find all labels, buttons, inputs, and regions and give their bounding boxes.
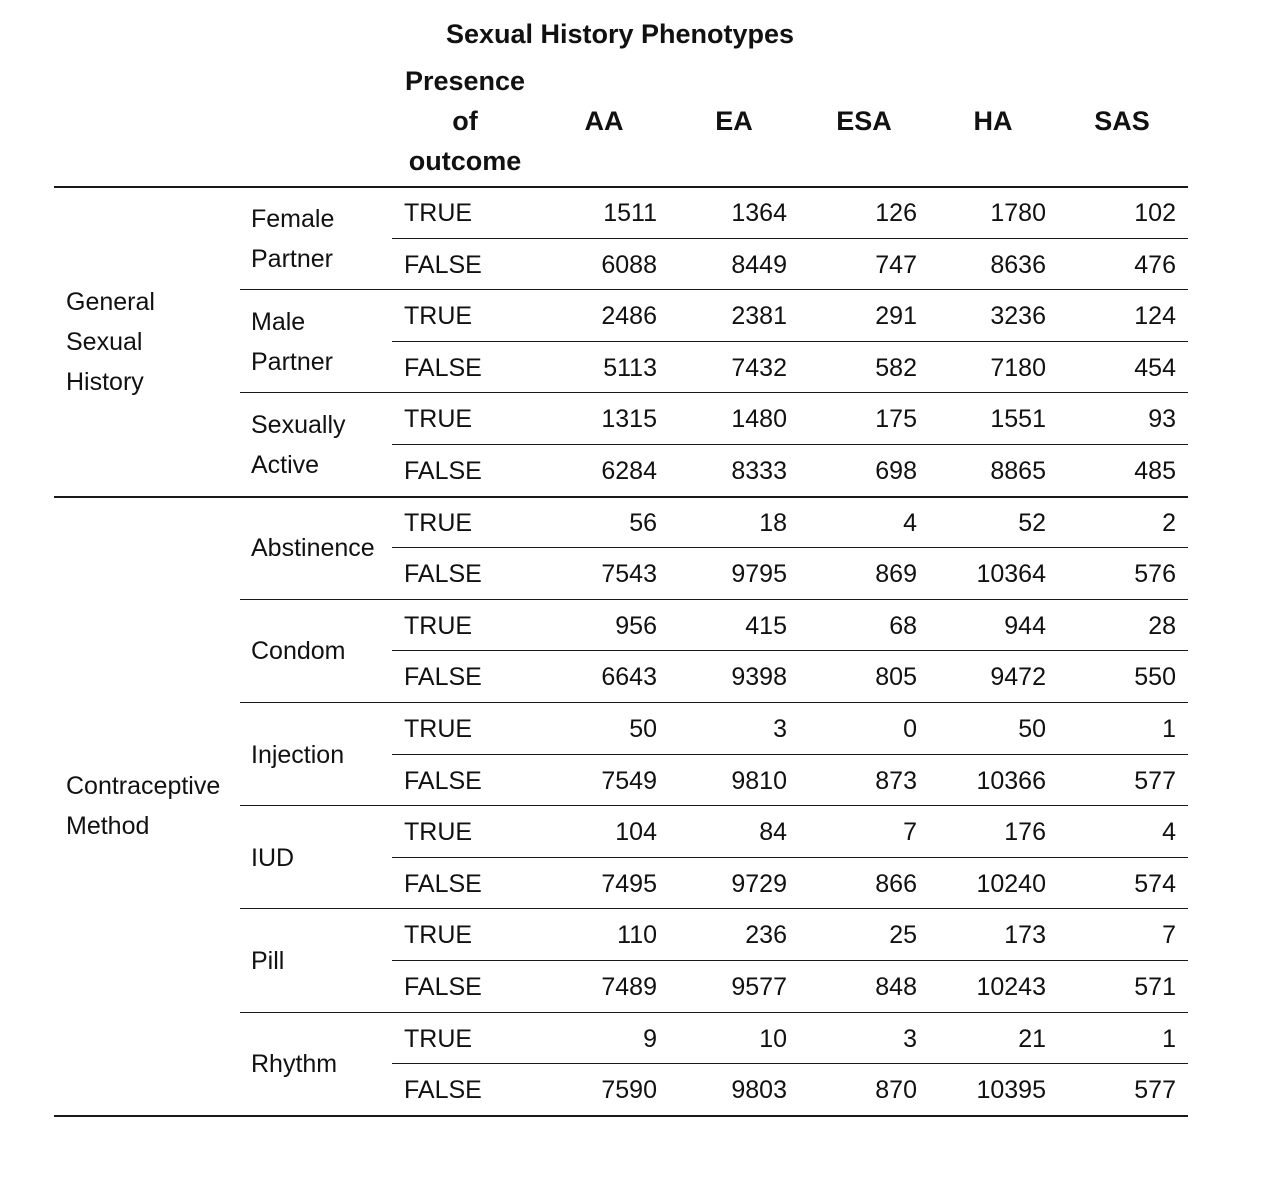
value-cell-ea: 9803 bbox=[731, 1076, 787, 1105]
value-cell-sas: 4 bbox=[1162, 818, 1176, 847]
value-cell-aa: 7495 bbox=[601, 869, 657, 898]
header-ea: EA bbox=[715, 106, 753, 136]
value-cell-ha: 944 bbox=[1004, 611, 1046, 640]
item-label-line: Abstinence bbox=[251, 534, 375, 563]
item-label-line: Active bbox=[251, 451, 320, 479]
outcome-cell: TRUE bbox=[404, 508, 473, 537]
item-label bbox=[251, 528, 375, 568]
value-cell-ea: 8333 bbox=[731, 457, 787, 485]
value-cell-ha: 10395 bbox=[976, 1076, 1046, 1105]
item-label-line: Partner bbox=[251, 347, 333, 376]
item-label bbox=[251, 631, 346, 671]
outcome-cell: FALSE bbox=[404, 457, 482, 485]
value-cell-ea: 9795 bbox=[731, 560, 787, 589]
value-cell-aa: 7489 bbox=[601, 973, 657, 1001]
value-cell-ha: 1551 bbox=[990, 405, 1046, 434]
value-cell-esa: 805 bbox=[875, 663, 917, 692]
value-cell-esa: 873 bbox=[875, 766, 917, 795]
header-outcome-line: Presence bbox=[404, 66, 526, 96]
value-cell-esa: 848 bbox=[875, 973, 917, 1001]
outcome-cell: FALSE bbox=[404, 353, 482, 382]
value-cell-aa: 5113 bbox=[603, 353, 657, 382]
value-cell-ea: 1480 bbox=[731, 405, 787, 434]
outcome-cell: TRUE bbox=[404, 405, 473, 434]
value-cell-ha: 52 bbox=[1018, 508, 1046, 537]
value-cell-aa: 7543 bbox=[601, 560, 657, 589]
table-title: Sexual History Phenotypes bbox=[445, 19, 795, 49]
value-cell-ea: 84 bbox=[759, 818, 787, 847]
value-cell-sas: 2 bbox=[1162, 508, 1176, 537]
outcome-cell: TRUE bbox=[404, 302, 473, 331]
value-cell-ha: 8636 bbox=[990, 250, 1046, 279]
item-label-line: Pill bbox=[251, 947, 285, 975]
value-cell-ea: 9577 bbox=[731, 973, 787, 1001]
item-label bbox=[251, 941, 284, 981]
value-cell-aa: 6284 bbox=[601, 457, 657, 485]
value-cell-ha: 50 bbox=[1018, 715, 1046, 743]
value-cell-sas: 577 bbox=[1134, 1076, 1176, 1105]
value-cell-ea: 236 bbox=[745, 921, 787, 950]
value-cell-sas: 124 bbox=[1134, 302, 1176, 331]
value-cell-sas: 550 bbox=[1134, 663, 1176, 692]
value-cell-esa: 126 bbox=[875, 199, 917, 227]
value-cell-esa: 698 bbox=[875, 457, 917, 485]
header-aa: AA bbox=[584, 106, 624, 136]
value-cell-esa: 291 bbox=[875, 302, 917, 331]
item-label-line: Female bbox=[251, 204, 335, 233]
item-label-line: Injection bbox=[251, 740, 345, 769]
header-sas: SAS bbox=[1094, 106, 1150, 136]
value-cell-sas: 1 bbox=[1162, 715, 1176, 743]
value-cell-ea: 3 bbox=[773, 715, 787, 743]
value-cell-ha: 9472 bbox=[990, 663, 1046, 692]
value-cell-ha: 7180 bbox=[990, 353, 1046, 382]
value-cell-aa: 7590 bbox=[601, 1076, 657, 1105]
group-label-line: Method bbox=[66, 812, 150, 841]
group-label-line: History bbox=[66, 367, 144, 396]
outcome-cell: FALSE bbox=[404, 973, 482, 1001]
value-cell-ha: 10366 bbox=[976, 766, 1046, 795]
value-cell-sas: 485 bbox=[1134, 457, 1176, 485]
outcome-cell: FALSE bbox=[404, 250, 482, 279]
value-cell-ha: 3236 bbox=[990, 302, 1046, 331]
value-cell-ea: 9398 bbox=[731, 663, 787, 692]
item-label bbox=[251, 1044, 337, 1084]
value-cell-esa: 68 bbox=[889, 611, 917, 640]
value-cell-esa: 582 bbox=[875, 353, 917, 382]
item-label bbox=[251, 302, 333, 382]
header-esa: ESA bbox=[836, 106, 892, 136]
value-cell-ea: 9729 bbox=[731, 869, 787, 898]
item-label-line: Partner bbox=[251, 244, 333, 273]
value-cell-ha: 10243 bbox=[976, 973, 1046, 1001]
value-cell-sas: 576 bbox=[1134, 560, 1176, 589]
value-cell-sas: 571 bbox=[1134, 973, 1176, 1001]
value-cell-aa: 1511 bbox=[603, 199, 657, 227]
value-cell-ha: 10240 bbox=[976, 869, 1046, 898]
item-label bbox=[251, 735, 344, 775]
value-cell-aa: 9 bbox=[643, 1024, 657, 1053]
value-cell-ea: 415 bbox=[745, 611, 787, 640]
value-cell-ha: 21 bbox=[1018, 1024, 1046, 1053]
value-cell-esa: 7 bbox=[903, 818, 917, 847]
value-cell-sas: 28 bbox=[1148, 611, 1176, 640]
outcome-cell: FALSE bbox=[404, 663, 482, 692]
value-cell-esa: 175 bbox=[875, 405, 917, 434]
value-cell-aa: 6643 bbox=[601, 663, 657, 692]
value-cell-esa: 4 bbox=[903, 508, 917, 537]
value-cell-ha: 8865 bbox=[990, 457, 1046, 485]
outcome-cell: FALSE bbox=[404, 1076, 482, 1105]
value-cell-ea: 9810 bbox=[731, 766, 787, 795]
item-label-line: Rhythm bbox=[251, 1050, 338, 1079]
group-label-line: General bbox=[66, 287, 155, 316]
group-divider bbox=[54, 1115, 1188, 1117]
value-cell-sas: 476 bbox=[1134, 250, 1176, 279]
outcome-cell: TRUE bbox=[404, 818, 473, 847]
item-label bbox=[251, 838, 294, 878]
item-label-line: Male bbox=[251, 307, 306, 336]
value-cell-ha: 1780 bbox=[990, 199, 1046, 227]
outcome-cell: FALSE bbox=[404, 560, 482, 589]
value-cell-ea: 18 bbox=[759, 508, 787, 537]
header-outcome bbox=[395, 61, 535, 181]
value-cell-sas: 7 bbox=[1162, 921, 1176, 950]
group-label bbox=[66, 282, 155, 402]
value-cell-aa: 56 bbox=[629, 508, 657, 537]
header-outcome-line: outcome bbox=[408, 146, 522, 176]
value-cell-ea: 8449 bbox=[731, 250, 787, 279]
value-cell-aa: 50 bbox=[629, 715, 657, 743]
group-label-line: Sexual bbox=[66, 327, 143, 356]
header-ha: HA bbox=[973, 106, 1013, 136]
value-cell-sas: 574 bbox=[1134, 869, 1176, 898]
value-cell-ea: 2381 bbox=[731, 302, 787, 331]
value-cell-ea: 10 bbox=[759, 1024, 787, 1053]
value-cell-aa: 104 bbox=[615, 818, 657, 847]
value-cell-aa: 110 bbox=[617, 921, 657, 950]
value-cell-esa: 870 bbox=[875, 1076, 917, 1105]
outcome-cell: FALSE bbox=[404, 766, 482, 795]
group-label-line: Contraceptive bbox=[66, 772, 221, 801]
item-label-line: IUD bbox=[251, 843, 295, 872]
outcome-cell: TRUE bbox=[404, 611, 473, 640]
value-cell-esa: 866 bbox=[875, 869, 917, 898]
outcome-cell: TRUE bbox=[404, 921, 473, 950]
value-cell-aa: 7549 bbox=[601, 766, 657, 795]
value-cell-esa: 747 bbox=[875, 250, 917, 279]
outcome-cell: FALSE bbox=[404, 869, 482, 898]
value-cell-esa: 0 bbox=[903, 715, 917, 743]
value-cell-sas: 577 bbox=[1134, 766, 1176, 795]
item-label-line: Condom bbox=[251, 637, 346, 666]
value-cell-ha: 176 bbox=[1004, 818, 1046, 847]
value-cell-ea: 1364 bbox=[731, 199, 787, 227]
outcome-cell: TRUE bbox=[404, 715, 473, 743]
outcome-cell: TRUE bbox=[404, 199, 473, 227]
group-label bbox=[66, 766, 220, 846]
value-cell-ha: 173 bbox=[1004, 921, 1046, 950]
value-cell-aa: 1315 bbox=[601, 405, 657, 434]
value-cell-aa: 956 bbox=[615, 611, 657, 640]
value-cell-ea: 7432 bbox=[731, 353, 787, 382]
value-cell-esa: 869 bbox=[875, 560, 917, 589]
header-outcome-line: of bbox=[452, 106, 478, 136]
value-cell-sas: 102 bbox=[1134, 199, 1176, 227]
item-label bbox=[251, 405, 346, 485]
value-cell-sas: 93 bbox=[1148, 405, 1176, 434]
value-cell-aa: 6088 bbox=[601, 250, 657, 279]
value-cell-esa: 25 bbox=[889, 921, 917, 950]
outcome-cell: TRUE bbox=[404, 1024, 473, 1053]
item-label-line: Sexually bbox=[251, 411, 346, 439]
value-cell-aa: 2486 bbox=[601, 302, 657, 331]
value-cell-sas: 1 bbox=[1162, 1024, 1176, 1053]
value-cell-esa: 3 bbox=[903, 1024, 917, 1053]
item-label bbox=[251, 199, 334, 279]
value-cell-ha: 10364 bbox=[976, 560, 1046, 589]
value-cell-sas: 454 bbox=[1134, 353, 1176, 382]
